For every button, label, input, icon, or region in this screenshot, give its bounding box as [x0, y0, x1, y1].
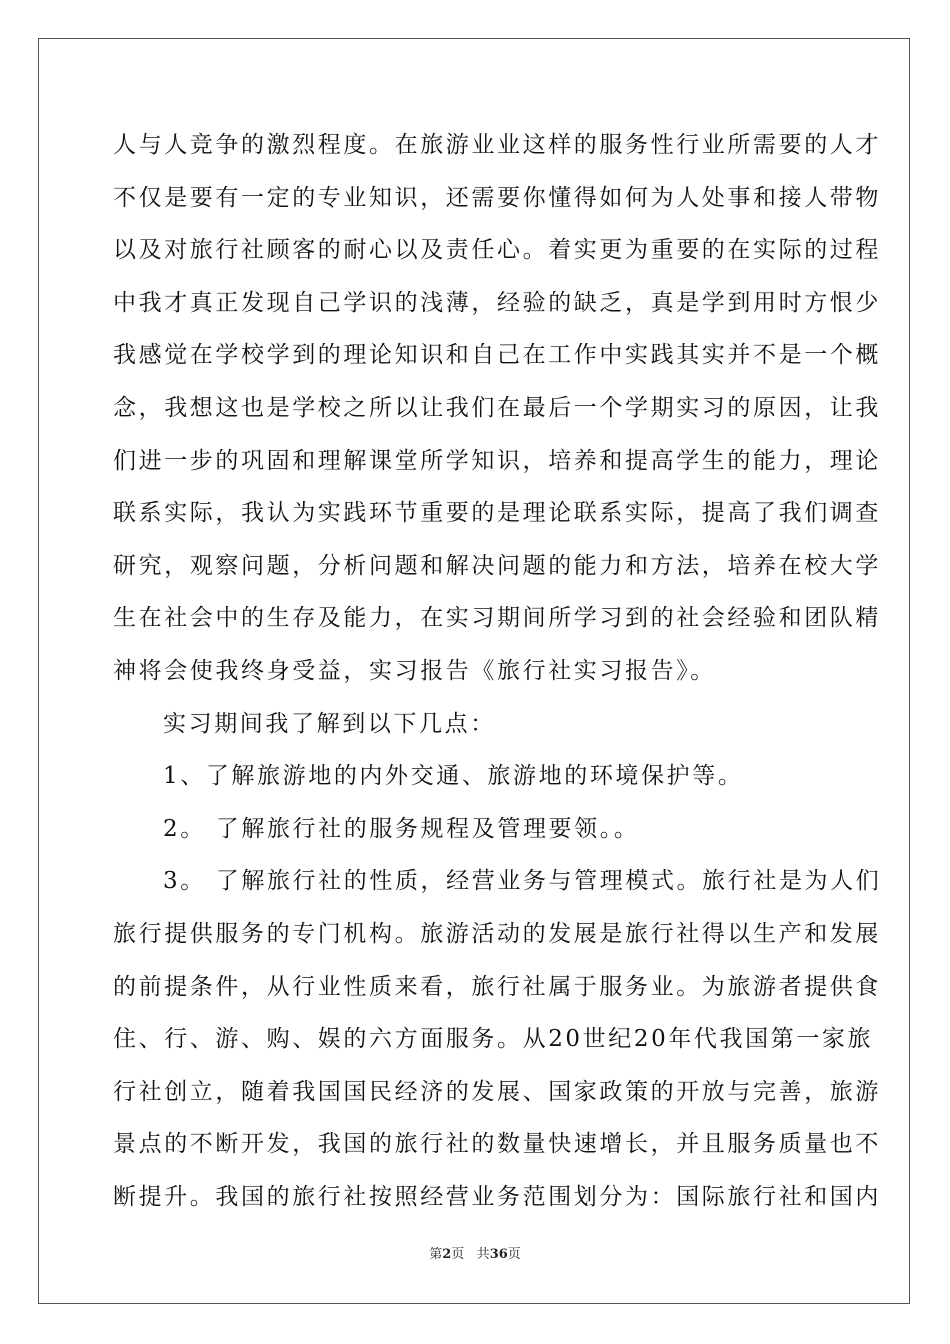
- body-line-13: 1、了解旅游地的内外交通、旅游地的环境保护等。: [163, 763, 744, 789]
- body-line-2: 不仅是要有一定的专业知识，还需要你懂得如何为人处事和接人带物: [113, 185, 881, 211]
- body-line-15: 3。 了解旅行社的性质，经营业务与管理模式。旅行社是为人们: [163, 868, 882, 894]
- footer-total-unit: 页: [507, 1247, 521, 1262]
- body-line-12: 实习期间我了解到以下几点：: [163, 711, 496, 737]
- body-line-21: 断提升。我国的旅行社按照经营业务范围划分为：国际旅行社和国内: [113, 1184, 881, 1210]
- footer-page-unit: 页: [451, 1247, 465, 1262]
- body-line-8: 联系实际，我认为实践环节重要的是理论联系实际，提高了我们调查: [113, 500, 881, 526]
- body-line-16: 旅行提供服务的专门机构。旅游活动的发展是旅行社得以生产和发展: [113, 921, 881, 947]
- body-line-9: 研究，观察问题，分析问题和解决问题的能力和方法，培养在校大学: [113, 553, 881, 579]
- body-line-14: 2。 了解旅行社的服务规程及管理要领。。: [163, 816, 640, 842]
- body-line-20: 景点的不断开发，我国的旅行社的数量快速增长，并且服务质量也不: [113, 1131, 881, 1157]
- body-line-18: 住、行、游、购、娱的六方面服务。从20世纪20年代我国第一家旅: [113, 1026, 874, 1052]
- body-line-5: 我感觉在学校学到的理论知识和自己在工作中实践其实并不是一个概: [113, 342, 881, 368]
- body-line-7: 们进一步的巩固和理解课堂所学知识，培养和提高学生的能力，理论: [113, 448, 881, 474]
- body-line-6: 念，我想这也是学校之所以让我们在最后一个学期实习的原因，让我: [113, 395, 881, 421]
- page-footer: [0, 1246, 950, 1264]
- footer-total-pages: 36: [489, 1247, 508, 1262]
- body-line-4: 中我才真正发现自己学识的浅薄，经验的缺乏，真是学到用时方恨少: [113, 290, 881, 316]
- footer-page-number: 2: [442, 1247, 452, 1262]
- body-line-17: 的前提条件，从行业性质来看，旅行社属于服务业。为旅游者提供食: [113, 974, 881, 1000]
- body-line-1: 人与人竞争的激烈程度。在旅游业业这样的服务性行业所需要的人才: [113, 132, 881, 158]
- body-line-11: 神将会使我终身受益，实习报告《旅行社实习报告》。: [113, 658, 716, 684]
- body-line-3: 以及对旅行社顾客的耐心以及责任心。着实更为重要的在实际的过程: [113, 237, 881, 263]
- body-line-10: 生在社会中的生存及能力，在实习期间所学习到的社会经验和团队精: [113, 605, 881, 631]
- footer-total-prefix: 共: [476, 1247, 490, 1262]
- body-line-19: 行社创立，随着我国国民经济的发展、国家政策的开放与完善，旅游: [113, 1079, 881, 1105]
- footer-page-prefix: 第: [429, 1247, 443, 1262]
